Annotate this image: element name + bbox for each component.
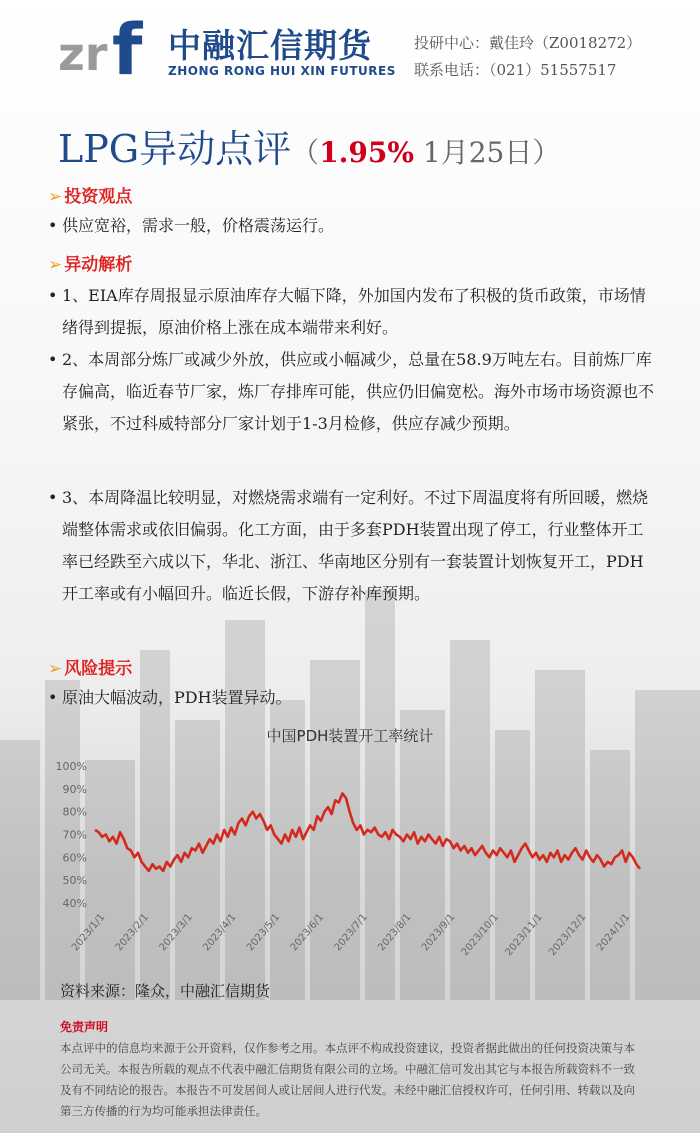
x-tick-label: 2023/2/1 <box>113 911 152 954</box>
contact-info <box>414 30 641 84</box>
chart-title: 中国PDH装置开工率统计 <box>266 727 434 745</box>
chevron-right-icon: ➢ <box>48 659 63 679</box>
bullet-icon: • <box>48 286 58 305</box>
title-date: 1月25日） <box>414 136 561 169</box>
report-header <box>0 0 700 110</box>
x-tick-label: 2023/7/1 <box>332 911 370 954</box>
x-tick-label: 2023/9/1 <box>419 911 458 954</box>
x-tick-label: 2023/3/1 <box>157 911 195 954</box>
svg-text:zr: zr <box>58 27 108 78</box>
title-change-pct: 1.95% <box>319 136 414 169</box>
x-tick-label: 2023/12/1 <box>547 911 589 959</box>
company-logo-icon <box>58 12 158 78</box>
x-tick-label: 2023/1/1 <box>69 911 108 954</box>
analysis-item <box>48 280 658 344</box>
analysis-item-text: 2、本周部分炼厂或减少外放，供应或小幅减少，总量在58.9万吨左右。目前炼厂库存偏高，临近春节厂家，炼厂存排库可能，供应仍旧偏宽松。海外市场市场资源也不紧张，不过科威特部分厂家计划于1-3月检修，供应存减少预期。 <box>62 350 655 433</box>
chevron-right-icon: ➢ <box>48 187 63 207</box>
risk-item-text: 原油大幅波动，PDH装置异动。 <box>62 688 292 707</box>
x-tick-label: 2023/11/1 <box>503 911 545 959</box>
company-name-cn: 中融汇信期货 <box>168 26 372 65</box>
section-view-heading <box>48 182 132 207</box>
chevron-right-icon: ➢ <box>48 255 63 275</box>
view-item <box>48 210 658 242</box>
y-tick-label: 80% <box>62 805 87 819</box>
analysis-item-text: 1、EIA库存周报显示原油库存大幅下降，外加国内发布了积极的货币政策，市场情绪得到提振，原油价格上涨在成本端带来利好。 <box>62 286 646 337</box>
y-tick-label: 90% <box>62 782 87 796</box>
disclaimer-title: 免责声明 <box>60 1020 109 1034</box>
disclaimer-text: 本点评中的信息均来源于公开资料，仅作参考之用。本点评不构成投资建议，投资者据此做出的任何投资决策与本公司无关。本报告所载的观点不代表中融汇信期货有限公司的立场。中融汇信可发出其它与本报告所载资料不一致及有不同结论的报告。本报告不可发居间人或让居间人进行代发。未经中融汇信授权许可，任何引用、转载以及向第三方传播的行为均可能承担法律责任。 <box>60 1041 635 1118</box>
analysis-item <box>48 344 658 440</box>
x-tick-label: 2023/4/1 <box>201 911 239 954</box>
x-tick-label: 2024/1/1 <box>594 911 633 954</box>
y-tick-label: 50% <box>62 874 87 888</box>
y-tick-label: 60% <box>62 851 87 865</box>
analyst-line: 投研中心：戴佳玲（Z0018272） <box>414 34 642 52</box>
section-view-title: 投资观点 <box>64 187 133 207</box>
bullet-icon: • <box>48 216 58 235</box>
page-title <box>58 118 560 173</box>
svg-text:f: f <box>112 12 143 78</box>
bullet-icon: • <box>48 488 58 507</box>
section-analysis-heading <box>48 250 132 275</box>
x-tick-label: 2023/10/1 <box>459 911 502 959</box>
data-source: 资料来源：隆众，中融汇信期货 <box>60 982 271 1000</box>
bullet-icon: • <box>48 688 58 707</box>
pdh-utilization-chart <box>40 748 660 978</box>
section-risk-heading <box>48 654 132 679</box>
x-tick-label: 2023/6/1 <box>288 911 327 954</box>
analysis-item <box>48 482 658 610</box>
y-tick-label: 40% <box>62 897 87 910</box>
y-tick-label: 100% <box>55 760 87 773</box>
series-line <box>95 793 640 871</box>
bullet-icon: • <box>48 350 58 369</box>
x-tick-label: 2023/5/1 <box>244 911 283 954</box>
company-name-en: ZHONG RONG HUI XIN FUTURES <box>168 64 396 78</box>
x-tick-label: 2023/8/1 <box>376 911 414 954</box>
section-risk-title: 风险提示 <box>64 659 133 679</box>
title-main: LPG异动点评 <box>58 127 292 171</box>
phone-line: 联系电话：（021）51557517 <box>414 61 617 79</box>
risk-item <box>48 682 658 714</box>
view-item-text: 供应宽裕，需求一般，价格震荡运行。 <box>62 216 335 235</box>
analysis-item-text: 3、本周降温比较明显，对燃烧需求端有一定利好。不过下周温度将有所回暖，燃烧端整体需求或依旧偏弱。化工方面，由于多套PDH装置出现了停工，行业整体开工率已经跌至六成以下，华北、浙江、华南地区分别有一套装置计划恢复开工，PDH开工率或有小幅回升。临近长假，下游存补库预期。 <box>62 488 649 603</box>
section-analysis-title: 异动解析 <box>64 255 133 275</box>
title-paren: （ <box>291 136 320 169</box>
y-tick-label: 70% <box>62 828 87 842</box>
